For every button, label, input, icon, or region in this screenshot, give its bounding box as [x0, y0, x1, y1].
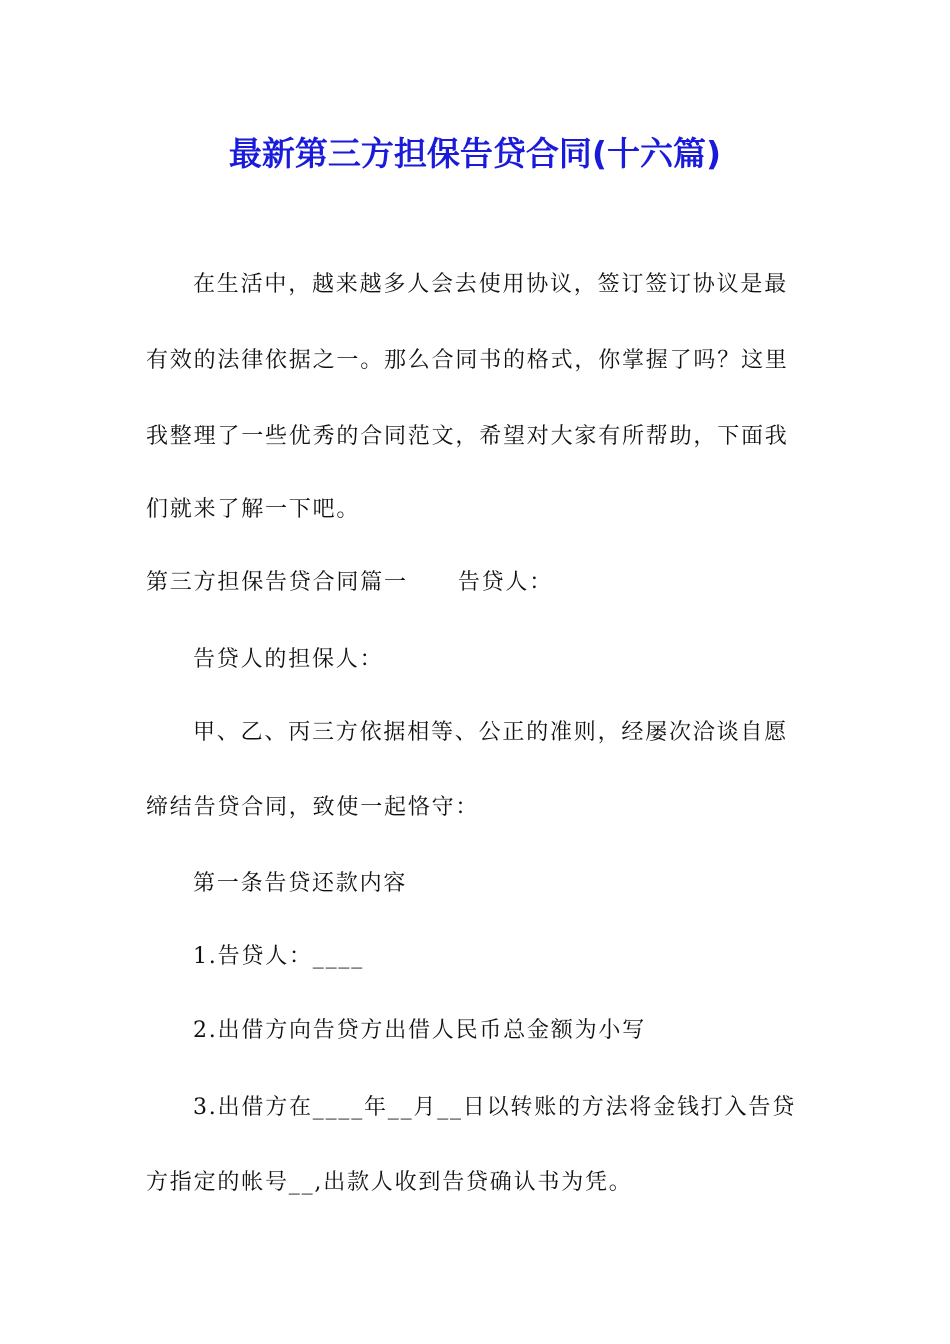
intro-line-3: 我整理了一些优秀的合同范文，希望对大家有所帮助，下面我: [146, 424, 789, 449]
section-heading-row: [146, 568, 553, 598]
intro-line-2: 有效的法律依据之一。那么合同书的格式，你掌握了吗？这里: [146, 348, 789, 373]
borrower-label: 告贷人：: [457, 570, 554, 595]
intro-line-1: 在生活中，越来越多人会去使用协议，签订签订协议是最: [193, 272, 789, 297]
item-1: 1.告贷人：____: [193, 944, 364, 969]
agreement-line-1: 甲、乙、丙三方依据相等、公正的准则，经屡次洽谈自愿: [193, 720, 789, 745]
item-3-line-1: 3.出借方在____年__月__日以转账的方法将金钱打入告贷: [193, 1095, 796, 1120]
item-3-line-2: 方指定的帐号__,出款人收到告贷确认书为凭。: [146, 1170, 633, 1195]
guarantor-label: 告贷人的担保人：: [193, 647, 384, 672]
agreement-line-2: 缔结告贷合同，致使一起恪守：: [146, 795, 480, 820]
section-heading: 第三方担保告贷合同篇一: [146, 570, 408, 595]
intro-line-4: 们就来了解一下吧。: [146, 497, 361, 522]
document-title: 最新第三方担保告贷合同(十六篇): [228, 134, 722, 173]
article-one-heading: 第一条告贷还款内容: [193, 871, 408, 896]
item-2: 2.出借方向告贷方出借人民币总金额为小写: [193, 1018, 646, 1043]
